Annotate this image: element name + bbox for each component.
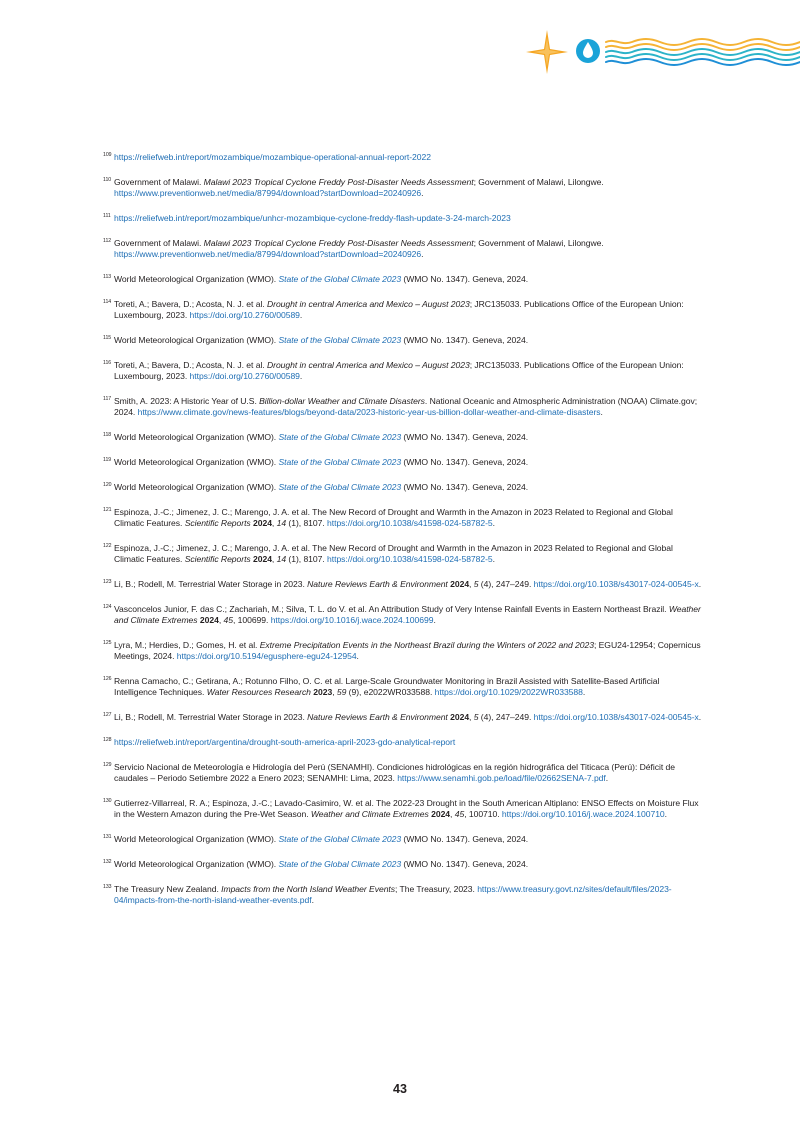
footnote-text: World Meteorological Organization (WMO).	[114, 432, 279, 442]
footnote	[103, 213, 703, 224]
footnote-number: 119	[103, 457, 112, 463]
water-drop-icon	[576, 39, 600, 63]
footnote-text: (WMO No. 1347). Geneva, 2024.	[401, 274, 529, 284]
footnote-text: 5	[473, 579, 479, 589]
footnote	[103, 432, 703, 443]
footnote-text: (WMO No. 1347). Geneva, 2024.	[401, 432, 529, 442]
footnote-text: (4), 247–249.	[478, 579, 534, 589]
footnote-link[interactable]: https://reliefweb.int/report/mozambique/mozambique-operational-annual-report-2022	[114, 152, 431, 162]
footnote-number: 125	[103, 640, 112, 646]
footnote-text: .	[698, 712, 702, 722]
footnote-link[interactable]: https://www.treasury.govt.nz/sites/default/files/2023-04/impacts-from-the-north-island-weather-events.pdf	[114, 884, 672, 905]
footnote-text: 2024	[450, 579, 470, 589]
footnote-text: ; The Treasury, 2023.	[395, 884, 478, 894]
footnote-text: Li, B.; Rodell, M. Terrestrial Water Storage in 2023.	[114, 579, 308, 589]
footnote-number: 109	[103, 152, 112, 158]
footnote-link[interactable]: https://doi.org/10.2760/00589	[189, 310, 300, 320]
footnote-text: .	[433, 615, 436, 625]
footnote-link[interactable]: State of the Global Climate 2023	[278, 859, 402, 869]
footnote-text: Vasconcelos Junior, F. das C.; Zachariah, M.; Silva, T. L. do V. et al. An Attribution Study of Very Intense Rainfall Events in Eastern Northeast Brazil.	[114, 604, 669, 614]
footnote-text: Espinoza, J.-C.; Jimenez, J. C.; Marengo, J. A. et al. The New Record of Drought and Warmth in the Amazon in 2023 Related to Regional and Global Climatic Features.	[114, 543, 673, 564]
footnote-text: Servicio Nacional de Meteorología e Hidrología del Perú (SENAMHI). Condiciones hidrológicas en la región hidrográfica del Titicaca (Perú): Déficit de caudales – Periodo Setiembre 2022 a Enero 2023; SENAMHI: Lima, 2023.	[114, 762, 675, 783]
footnote	[103, 579, 703, 590]
footnote-text: . National Oceanic and Atmospheric Administration (NOAA) Climate.gov; 2024.	[114, 396, 698, 417]
footnote	[103, 712, 703, 723]
footnote-text: .	[664, 809, 668, 819]
footnote-text: Nature Reviews Earth & Environment	[307, 579, 448, 589]
header-logo	[522, 28, 800, 78]
footnote-link[interactable]: https://www.senamhi.gob.pe/load/file/02662SENA-7.pdf	[397, 773, 606, 783]
footnote-number: 110	[103, 177, 112, 183]
footnote-link[interactable]: State of the Global Climate 2023	[278, 834, 402, 844]
footnote	[103, 507, 703, 529]
footnote-number: 124	[103, 604, 112, 610]
footnote	[103, 798, 703, 820]
footnote-text: .	[356, 651, 359, 661]
footnote-number: 127	[103, 712, 112, 718]
footnote-text: .	[605, 773, 609, 783]
footnote-link[interactable]: https://doi.org/10.1029/2022WR033588	[434, 687, 583, 697]
footnote-text: .	[311, 895, 314, 905]
footnote-link[interactable]: https://doi.org/10.1038/s43017-024-00545-x	[533, 712, 699, 722]
footnote	[103, 360, 703, 382]
footnote-number: 126	[103, 676, 112, 682]
footnote-text: Nature Reviews Earth & Environment	[307, 712, 448, 722]
footnote-text: ,	[271, 554, 277, 564]
footnote-text: Li, B.; Rodell, M. Terrestrial Water Storage in 2023.	[114, 712, 308, 722]
footnote-text: .	[421, 188, 424, 198]
footnote-text: 2024	[199, 615, 219, 625]
footnote-text: 14	[276, 518, 287, 528]
footnote-number: 117	[103, 396, 112, 402]
footnote-text: 2024	[253, 518, 272, 528]
footnote	[103, 834, 703, 845]
footnote	[103, 604, 703, 626]
footnote-text: , 100710.	[464, 809, 502, 819]
footnote-text: Water Resources Research	[206, 687, 311, 697]
footnote-link[interactable]: State of the Global Climate 2023	[278, 274, 402, 284]
footnote-number: 131	[103, 834, 112, 840]
footnote-text: Government of Malawi.	[114, 177, 204, 187]
footnote-text: ,	[450, 809, 455, 819]
footnote-text: (1), 8107.	[286, 554, 328, 564]
footnote-text: ; EGU24-12954; Copernicus Meetings, 2024.	[114, 640, 701, 661]
footnote-text: World Meteorological Organization (WMO).	[114, 834, 279, 844]
footnote-text: Scientific Reports	[184, 518, 251, 528]
footnote-number: 130	[103, 798, 112, 804]
footnote-text: Extreme Precipitation Events in the Northeast Brazil during the Winters of 2022 and 2023	[259, 640, 594, 650]
footnote-text: 14	[276, 554, 287, 564]
footnote-text: World Meteorological Organization (WMO).	[114, 482, 279, 492]
footnote-text: (WMO No. 1347). Geneva, 2024.	[401, 457, 529, 467]
footnote	[103, 152, 703, 163]
footnote-link[interactable]: https://doi.org/10.2760/00589	[189, 371, 300, 381]
footnote-number: 123	[103, 579, 112, 585]
footnote-text: Malawi 2023 Tropical Cyclone Freddy Post-Disaster Needs Assessment	[203, 238, 474, 248]
footnote-text: 2023	[313, 687, 333, 697]
footnote-text: (WMO No. 1347). Geneva, 2024.	[401, 335, 529, 345]
footnote-text: .	[492, 518, 495, 528]
footnote-text: Drought in central America and Mexico – August 2023	[266, 360, 470, 370]
footnote-link[interactable]: https://doi.org/10.1038/s41598-024-58782-5	[327, 518, 493, 528]
footnote-text: World Meteorological Organization (WMO).	[114, 859, 279, 869]
footnote-text: Weather and Climate Extremes	[310, 809, 429, 819]
footnote	[103, 676, 703, 698]
footnote-number: 121	[103, 507, 112, 513]
footnote-number: 128	[103, 737, 112, 743]
footnote-text: ,	[469, 712, 474, 722]
footnote-text: 45	[223, 615, 233, 625]
footnote-number: 132	[103, 859, 112, 865]
footnote-text: ,	[218, 615, 224, 625]
footnote	[103, 457, 703, 468]
footnote	[103, 543, 703, 565]
footnote-number: 114	[103, 299, 112, 305]
footnote-link[interactable]: State of the Global Climate 2023	[278, 432, 402, 442]
footnote-text: 2024	[431, 809, 451, 819]
footnote-text: .	[299, 371, 303, 381]
footnote	[103, 274, 703, 285]
footnote-text: ,	[469, 579, 474, 589]
footnote-number: 113	[103, 274, 112, 280]
footnote	[103, 884, 703, 906]
footnote-link[interactable]: https://reliefweb.int/report/mozambique/unhcr-mozambique-cyclone-freddy-flash-update-3-24-march-2023	[114, 213, 511, 223]
footnote-link[interactable]: State of the Global Climate 2023	[278, 335, 402, 345]
footnote-text: World Meteorological Organization (WMO).	[114, 335, 279, 345]
footnote-text: Drought in central America and Mexico – August 2023	[266, 299, 470, 309]
footnote-text: 5	[473, 712, 479, 722]
footnote-number: 133	[103, 884, 112, 890]
footnote-text: Gutierrez-Villarreal, R. A.; Espinoza, J.-C.; Lavado-Casimiro, W. et al. The 2022-23 Drought in the South American Altiplano: ENSO Effects on Moisture Flux in the Western Amazon during the Pre-Wet Season.	[114, 798, 699, 819]
footnote-link[interactable]: https://www.climate.gov/news-features/blogs/beyond-data/2023-historic-year-us-billion-dollar-weather-and-climate-disasters	[137, 407, 601, 417]
footnote-link[interactable]: https://reliefweb.int/report/argentina/drought-south-america-april-2023-gdo-analytical-report	[114, 737, 456, 747]
footnote-text: World Meteorological Organization (WMO).	[114, 274, 279, 284]
footnote-link[interactable]: https://doi.org/10.1016/j.wace.2024.100710	[501, 809, 665, 819]
footnote-text: Smith, A. 2023: A Historic Year of U.S.	[114, 396, 260, 406]
footnote	[103, 640, 703, 662]
footnote-text: (9), e2022WR033588.	[346, 687, 435, 697]
footnote-text: .	[421, 249, 424, 259]
footnote-link[interactable]: https://www.preventionweb.net/media/87994/download?startDownload=20240926	[114, 188, 422, 198]
footnote-text: (WMO No. 1347). Geneva, 2024.	[401, 834, 529, 844]
footnote-text: , 100699.	[232, 615, 271, 625]
footnote-link[interactable]: https://doi.org/10.1038/s43017-024-00545-x	[533, 579, 699, 589]
footnote-text: ,	[271, 518, 277, 528]
footnote-number: 118	[103, 432, 112, 438]
footnote-text: .	[600, 407, 603, 417]
footnote-text: Malawi 2023 Tropical Cyclone Freddy Post-Disaster Needs Assessment	[203, 177, 474, 187]
footnote-text: Scientific Reports	[184, 554, 251, 564]
footnote-text: (WMO No. 1347). Geneva, 2024.	[401, 482, 529, 492]
footnote	[103, 177, 703, 199]
footnote-text: ; Government of Malawi, Lilongwe.	[473, 177, 604, 187]
footnote-text: ,	[332, 687, 337, 697]
footnote-number: 111	[103, 213, 111, 219]
footnote-link[interactable]: https://www.preventionweb.net/media/87994/download?startDownload=20240926	[114, 249, 422, 259]
footnote-text: 59	[336, 687, 347, 697]
footnote-number: 112	[103, 238, 112, 244]
footnote-text: ; JRC135033. Publications Office of the European Union: Luxembourg, 2023.	[114, 299, 684, 320]
footnote-text: World Meteorological Organization (WMO).	[114, 457, 279, 467]
footnote-number: 120	[103, 482, 112, 488]
footnote-number: 129	[103, 762, 112, 768]
footnote-text: Toreti, A.; Bavera, D.; Acosta, N. J. et al.	[114, 360, 267, 370]
footnote	[103, 299, 703, 321]
footnote	[103, 396, 703, 418]
footnote-text: .	[492, 554, 495, 564]
footnote-text: .	[698, 579, 702, 589]
footnote-text: .	[299, 310, 303, 320]
footnote-text: ; Government of Malawi, Lilongwe.	[473, 238, 604, 248]
footnote	[103, 859, 703, 870]
footnote-number: 122	[103, 543, 112, 549]
footnote-text: (WMO No. 1347). Geneva, 2024.	[401, 859, 529, 869]
footnote-text: Espinoza, J.-C.; Jimenez, J. C.; Marengo, J. A. et al. The New Record of Drought and Warmth in the Amazon in 2023 Related to Regional and Global Climatic Features.	[114, 507, 673, 528]
footnote-text: Billion-dollar Weather and Climate Disasters	[259, 396, 425, 406]
footnotes-list	[103, 152, 703, 920]
footnote-text: .	[582, 687, 586, 697]
footnote-text: (4), 247–249.	[478, 712, 534, 722]
footnote-text: Lyra, M.; Herdies, D.; Gomes, H. et al.	[114, 640, 260, 650]
footnote	[103, 335, 703, 346]
footnote	[103, 737, 703, 748]
page-number: 43	[393, 1082, 407, 1096]
footnote-number: 115	[103, 335, 112, 341]
footnote-text: Weather and Climate Extremes	[114, 604, 701, 625]
footnote-text: ; JRC135033. Publications Office of the European Union: Luxembourg, 2023.	[114, 360, 684, 381]
waves-icon	[606, 39, 800, 65]
footnote	[103, 238, 703, 260]
footnote-link[interactable]: https://doi.org/10.1016/j.wace.2024.100699	[270, 615, 434, 625]
footnote-text: (1), 8107.	[286, 518, 328, 528]
footnote-link[interactable]: https://doi.org/10.5194/egusphere-egu24-12954	[176, 651, 357, 661]
footnote-text: Government of Malawi.	[114, 238, 204, 248]
footnote-text: Toreti, A.; Bavera, D.; Acosta, N. J. et al.	[114, 299, 267, 309]
compass-star-icon	[526, 30, 568, 74]
footnote-link[interactable]: State of the Global Climate 2023	[278, 482, 402, 492]
footnote-text: 45	[454, 809, 465, 819]
footnote-number: 116	[103, 360, 112, 366]
footnote-text: Renna Camacho, C.; Getirana, A.; Rotunno Filho, O. C. et al. Large-Scale Groundwater Monitoring in Brazil Assisted with Satellite-Based Artificial Intelligence Techniques.	[114, 676, 660, 697]
footnote-text: 2024	[450, 712, 470, 722]
footnote-text: 2024	[253, 554, 272, 564]
footnote	[103, 482, 703, 493]
footnote-text: The Treasury New Zealand.	[114, 884, 222, 894]
footnote-text: Impacts from the North Island Weather Events	[221, 884, 396, 894]
footnote	[103, 762, 703, 784]
footnote-link[interactable]: State of the Global Climate 2023	[278, 457, 402, 467]
footnote-link[interactable]: https://doi.org/10.1038/s41598-024-58782-5	[327, 554, 493, 564]
